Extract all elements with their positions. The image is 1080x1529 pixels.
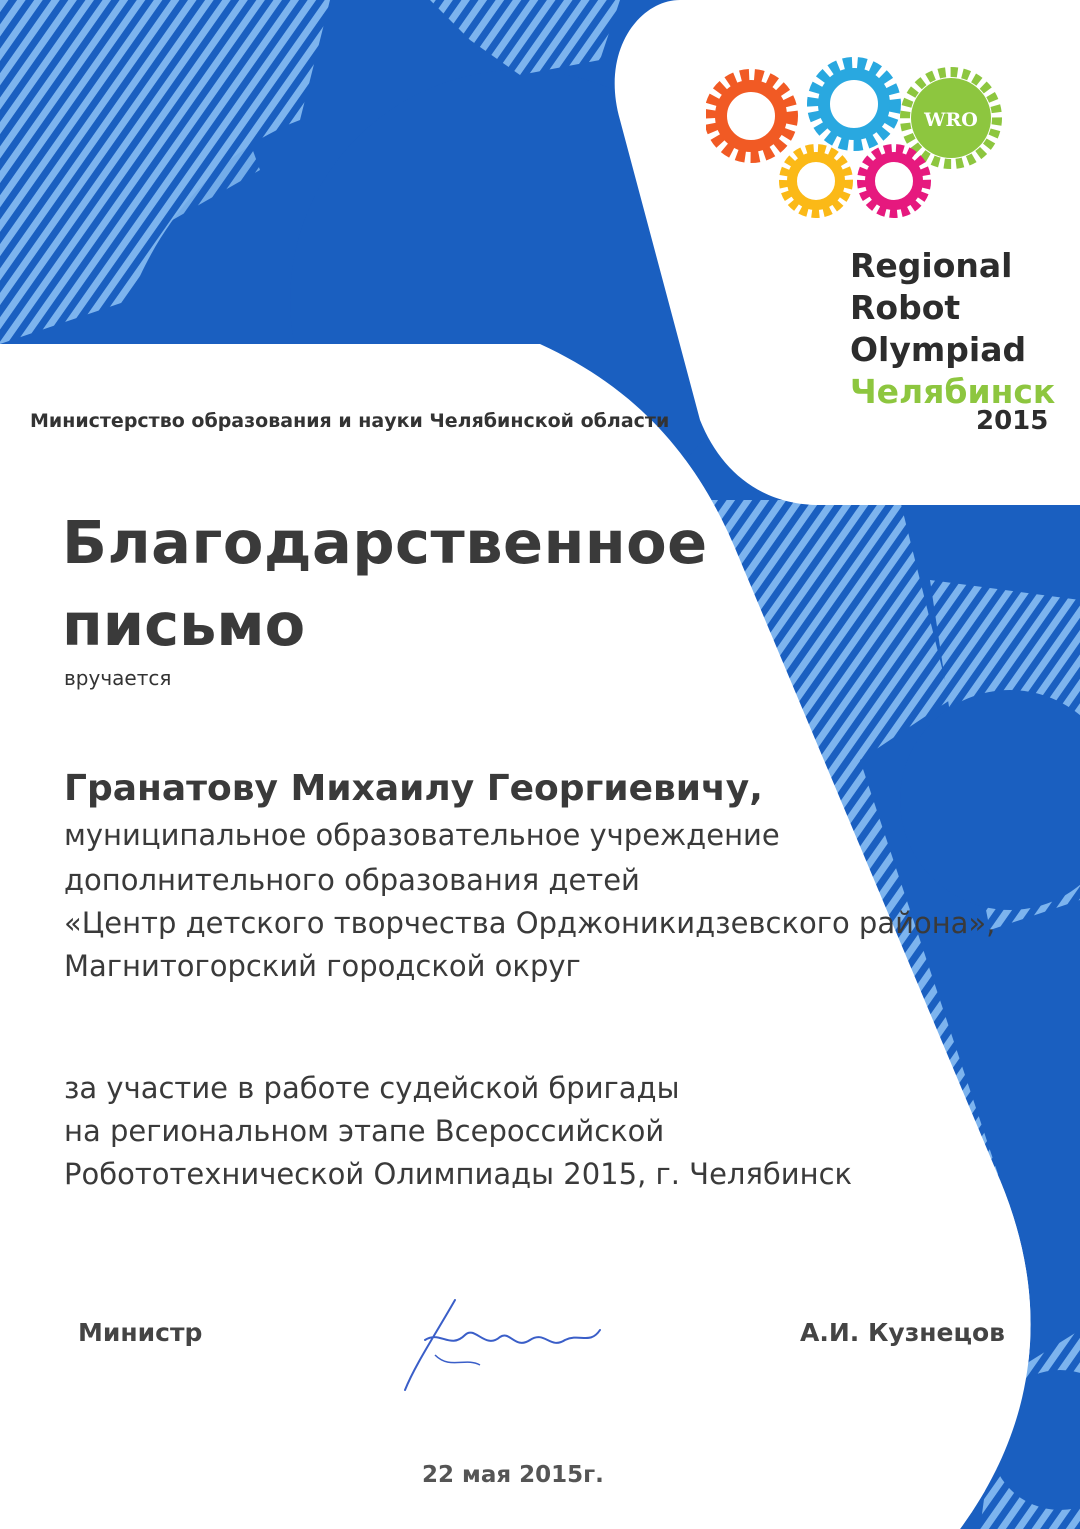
- signer-name: А.И. Кузнецов: [800, 1318, 1005, 1347]
- wro-gears-logo: [706, 56, 1006, 226]
- reason-line: на региональном этапе Всероссийской: [64, 1114, 665, 1148]
- gear-orange-icon: [713, 78, 789, 154]
- gear-blue-icon: [816, 66, 892, 142]
- recipient-name: Гранатову Михаилу Георгиевичу,: [64, 768, 763, 809]
- logo-text-robot: Robot: [850, 288, 961, 327]
- organization-line: муниципальное образовательное учреждение: [64, 818, 780, 852]
- organization-line: «Центр детского творчества Орджоникидзевского района»,: [64, 906, 996, 940]
- logo-text-city: Челябинск: [850, 372, 1056, 411]
- signer-position: Министр: [78, 1318, 203, 1347]
- document-title-line1: Благодарственное: [62, 508, 708, 577]
- logo-text-regional: Regional: [850, 246, 1013, 285]
- logo-text-olympiad: Olympiad: [850, 330, 1027, 369]
- awarded-label: вручается: [64, 666, 172, 690]
- document-date: 22 мая 2015г.: [422, 1462, 604, 1488]
- organization-line: Магнитогорский городской округ: [64, 949, 581, 983]
- gear-green-icon: [905, 72, 997, 164]
- organization-line: дополнительного образования детей: [64, 863, 640, 897]
- gear-pink-icon: [864, 151, 924, 211]
- wro-badge-text: WRO: [924, 109, 978, 131]
- logo-text-year: 2015: [976, 406, 1049, 436]
- gear-yellow-icon: [786, 151, 846, 211]
- document-title-line2: письмо: [62, 590, 306, 659]
- reason-line: за участие в работе судейской бригады: [64, 1071, 680, 1105]
- ministry-heading: Министерство образования и науки Челябинской области: [30, 410, 670, 432]
- reason-line: Робототехнической Олимпиады 2015, г. Челябинск: [64, 1157, 853, 1191]
- handwritten-signature: [395, 1295, 610, 1395]
